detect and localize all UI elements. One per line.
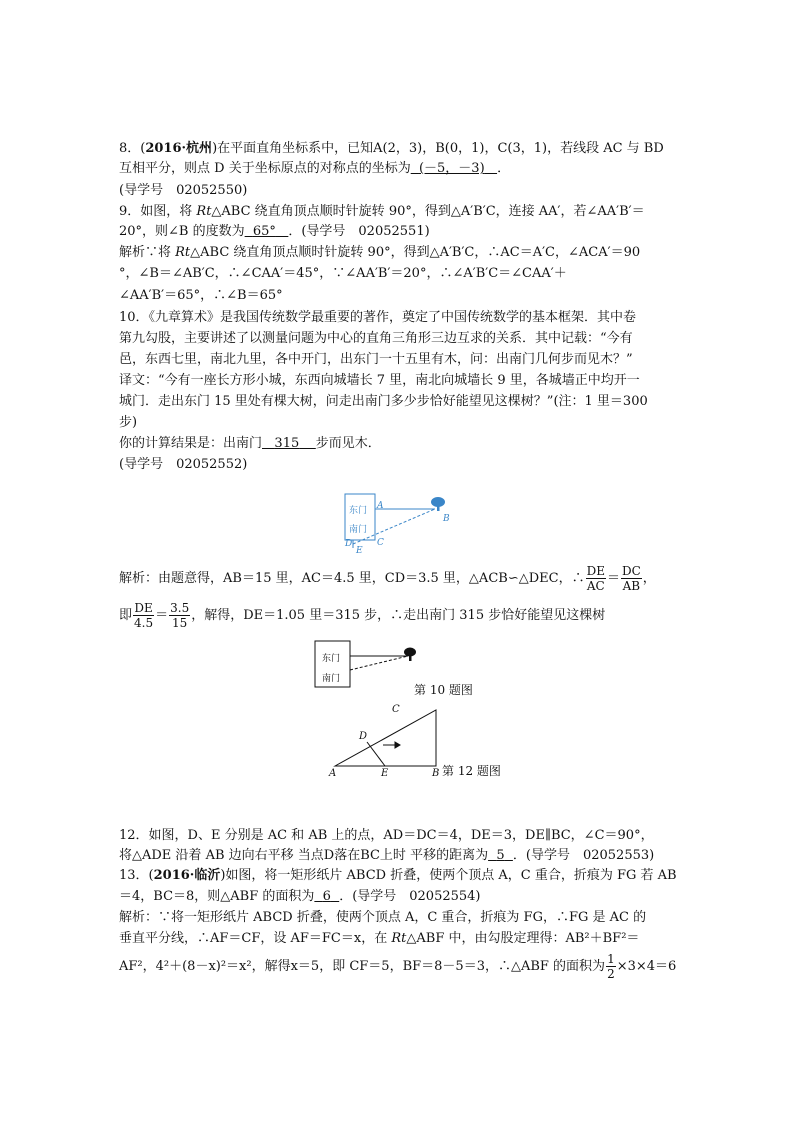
south-gate-label: 南门 [349, 525, 368, 535]
q8-guide-number: (导学号 02052550) [119, 183, 248, 198]
q8-line2: 互相平分，则点 D 关于坐标原点的对称点的坐标为 (－5，－3) ． [119, 161, 511, 176]
sight-line-diagonal [350, 656, 408, 670]
q8-line1: 8．(2016·杭州)在平面直角坐标系中，已知A(2，3)，B(0，1)，C(3，1)，若线段 AC 与 BD [119, 141, 664, 156]
q13-solution-line2: 垂直平分线，∴AF＝CF，设 AF＝FC＝x，在 Rt△ABF 中，由勾股定理得：AB²＋BF²＝ [119, 931, 640, 946]
q13-solution-line1: 解析：∵将一矩形纸片 ABCD 折叠，使两个顶点 A，C 重合，折痕为 FG，∴FG 是 AC 的 [119, 910, 647, 925]
figure-12-caption: 第 12 题图 [442, 764, 501, 778]
q10-line3: 邑，东西七里，南北九里，各中开门，出东门一十五里有木，问：出南门几何步而见木？” [119, 352, 633, 367]
tree-icon [404, 648, 416, 662]
fraction-3-5-over-15: $\frac{3.5}{15}$ [170, 601, 190, 630]
point-d-label: D [359, 731, 368, 742]
figure-city-tree-black [310, 637, 420, 697]
segment-de [367, 742, 385, 766]
figure-10-caption: 第 10 题图 [414, 683, 473, 697]
east-gate-label: 东门 [349, 506, 368, 516]
figure-city-tree-blue [335, 488, 465, 560]
q10-line1: 10．《九章算术》是我国传统数学最重要的著作，奠定了中国传统数学的基本框架．其中卷 [119, 310, 637, 325]
arrow-right-icon [383, 742, 400, 748]
q13-solution-line3: AF²，4²＋(8－x)²＝x²，解得x＝5，即 CF＝5，BF＝8－5＝3，∴△ABF 的面积为 $\frac{1}{2}$ ×3×4＝6 [119, 952, 677, 981]
q9-answer: 65° [252, 224, 276, 239]
q12-line1: 12．如图，D、E 分别是 AC 和 AB 上的点，AD＝DC＝4，DE＝3，DE∥BC，∠C＝90°， [119, 828, 654, 843]
q10-answer: 315 [274, 436, 300, 451]
fraction-one-half: $\frac{1}{2}$ [607, 952, 615, 981]
point-d-label: D [345, 539, 353, 549]
q10-solution-line2: 即 $\frac{DE}{4.5}$ ＝ $\frac{3.5}{15}$ ，解得，DE＝1.05 里＝315 步，∴走出南门 315 步恰好能望见这棵树 [119, 601, 606, 630]
fraction-de-over-4-5: $\frac{DE}{4.5}$ [134, 601, 154, 630]
q9-solution-line3: ∠AA′B′＝65°，∴∠B＝65° [119, 288, 283, 303]
q10-guide-number: (导学号 02052552) [119, 457, 248, 472]
q12-answer: 5 [496, 848, 505, 863]
q10-line7: 你的计算结果是：出南门 315 步而见木． [119, 436, 381, 451]
q9-line2: 20°，则∠B 的度数为 65° ．(导学号 02052551) [119, 224, 430, 239]
fraction-de-over-ac: $\frac{DE}{AC}$ [586, 564, 605, 593]
q13-line1: 13．(2016·临沂)如图，将一矩形纸片 ABCD 折叠，使两个顶点 A，C 重合，折痕为 FG 若 AB [119, 868, 677, 883]
point-c-label: C [377, 538, 384, 548]
q9-solution-line1: 解析∵将 Rt△ABC 绕直角顶点顺时针旋转 90°，得到△A′B′C，∴AC＝A′C，∠ACA′＝90 [119, 245, 641, 260]
q12-line2: 将△ADE 沿着 AB 边向右平移 当点D落在BC上时 平移的距离为 5 ．(导学号 02052553) [119, 848, 655, 863]
q8-answer: (－5，－3) [418, 161, 485, 176]
point-b-label: B [443, 514, 450, 524]
q10-line4: 译文：“今有一座长方形小城，东西向城墙长 7 里，南北向城墙长 9 里，各城墙正中均开一 [119, 373, 640, 388]
point-a-label: A [377, 501, 384, 511]
q9-line1: 9．如图，将 Rt△ABC 绕直角顶点顺时针旋转 90°，得到△A′B′C，连接 AA′，若∠AA′B′＝ [119, 204, 645, 219]
q9-solution-line2: °，∠B＝∠AB′C，∴∠CAA′＝45°，∵∠AA′B′＝20°，∴∠A′B′C＝∠CAA′＋ [119, 266, 567, 281]
q13-answer: 6 [322, 889, 331, 904]
point-a-label: A [329, 768, 337, 779]
point-e-label: E [356, 546, 363, 556]
fraction-dc-over-ab: $\frac{DC}{AB}$ [621, 564, 641, 593]
q10-line2: 第九勾股，主要讲述了以测量问题为中心的直角三角形三边互求的关系．其中记载：“今有 [119, 331, 633, 346]
triangle-abc [335, 710, 436, 766]
south-gate-label: 南门 [322, 674, 341, 684]
q10-line6: 步) [119, 415, 138, 430]
q10-line5: 城门．走出东门 15 里处有棵大树，问走出南门多少步恰好能望见这棵树？”(注：1 里＝300 [119, 394, 648, 409]
point-b-label: B [432, 768, 440, 779]
q13-line2: ＝4，BC＝8，则△ABF 的面积为 6 ．(导学号 02052554) [119, 889, 481, 904]
east-gate-label: 东门 [322, 654, 341, 664]
point-c-label: C [392, 704, 400, 715]
point-e-label: E [381, 768, 389, 779]
q8-source: 2016·杭州 [145, 141, 213, 156]
q10-solution-line1: 解析：由题意得，AB＝15 里，AC＝4.5 里，CD＝3.5 里，△ACB∽△DEC，∴ $\frac{DE}{AC}$ ＝ $\frac{DC}{AB}$ ， [119, 564, 656, 593]
